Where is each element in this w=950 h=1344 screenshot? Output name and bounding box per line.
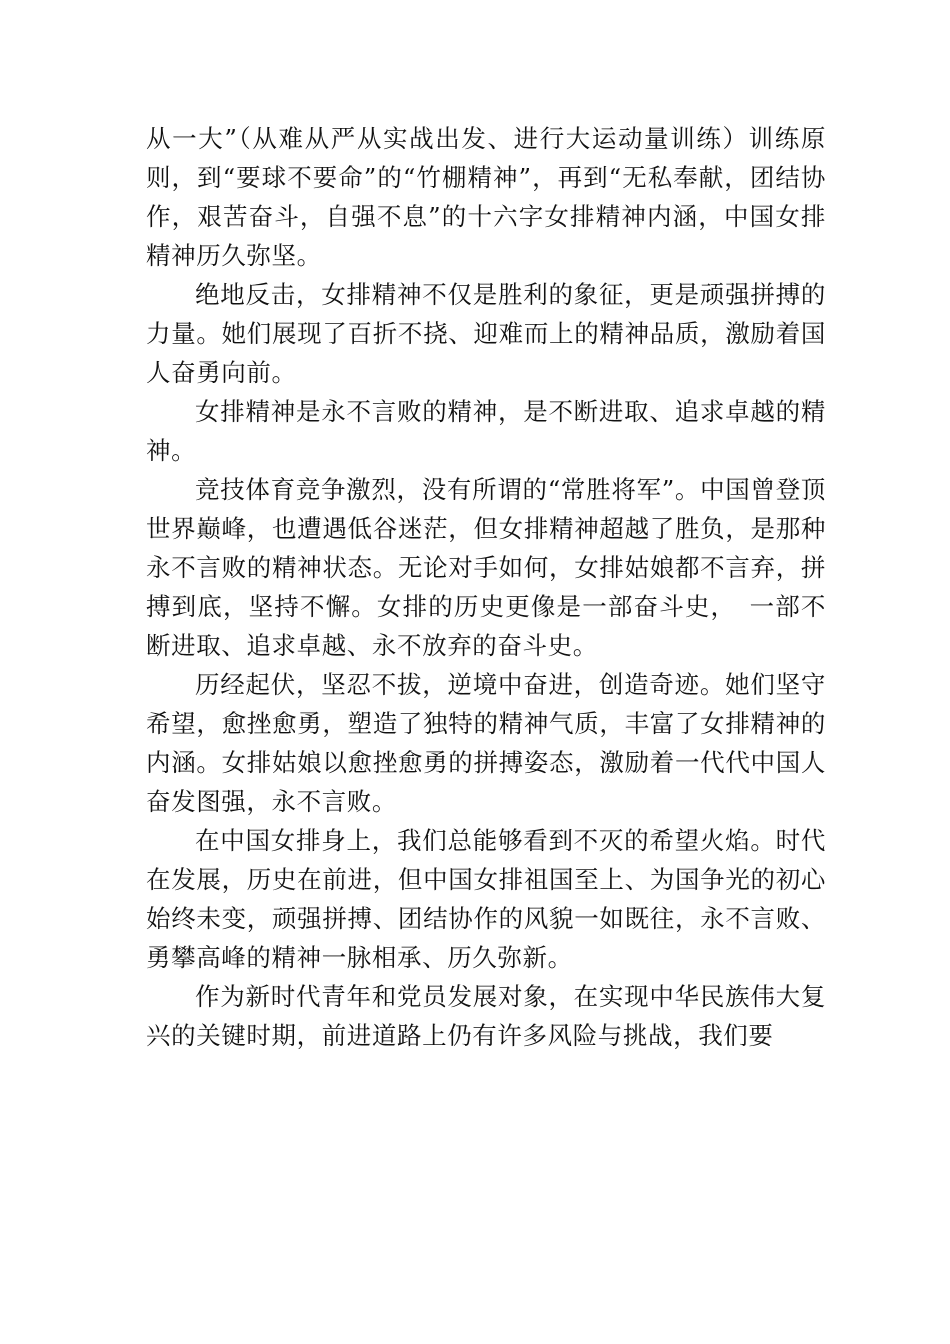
paragraph-6: 在中国女排身上，我们总能够看到不灭的希望火焰。时代在发展，历史在前进，但中国女排祖国至上、为国争光的初心始终未变，顽强拼搏、团结协作的风貌一如既往，永不言败、勇攀高峰的精神一脉相承、历久弥新。 [146,826,826,972]
paragraph-3: 女排精神是永不言败的精神，是不断进取、追求卓越的精神。 [146,397,826,465]
paragraph-2: 绝地反击，女排精神不仅是胜利的象征，更是顽强拼搏的力量。她们展现了百折不挠、迎难而上的精神品质，激励着国人奋勇向前。 [146,280,826,387]
document-body [146,119,826,1055]
paragraph-1: 从一大”（从难从严从实战出发、进行大运动量训练）训练原则，到“要球不要命”的“竹棚精神”，再到“无私奉献，团结协作，艰苦奋斗，自强不息”的十六字女排精神内涵，中国女排精神历久弥坚。 [146,124,826,270]
paragraph-7: 作为新时代青年和党员发展对象，在实现中华民族伟大复兴的关键时期，前进道路上仍有许多风险与挑战，我们要 [146,982,826,1050]
paragraph-4: 竞技体育竞争激烈，没有所谓的“常胜将军”。中国曾登顶世界巅峰，也遭遇低谷迷茫，但女排精神超越了胜负，是那种永不言败的精神状态。无论对手如何，女排姑娘都不言弃，拼搏到底，坚持不懈。女排的历史更像是一部奋斗史， 一部不断进取、追求卓越、永不放弃的奋斗史。 [146,475,826,660]
paragraph-5: 历经起伏，坚忍不拔，逆境中奋进，创造奇迹。她们坚守希望，愈挫愈勇，塑造了独特的精神气质，丰富了女排精神的内涵。女排姑娘以愈挫愈勇的拼搏姿态，激励着一代代中国人奋发图强，永不言败。 [146,670,826,816]
